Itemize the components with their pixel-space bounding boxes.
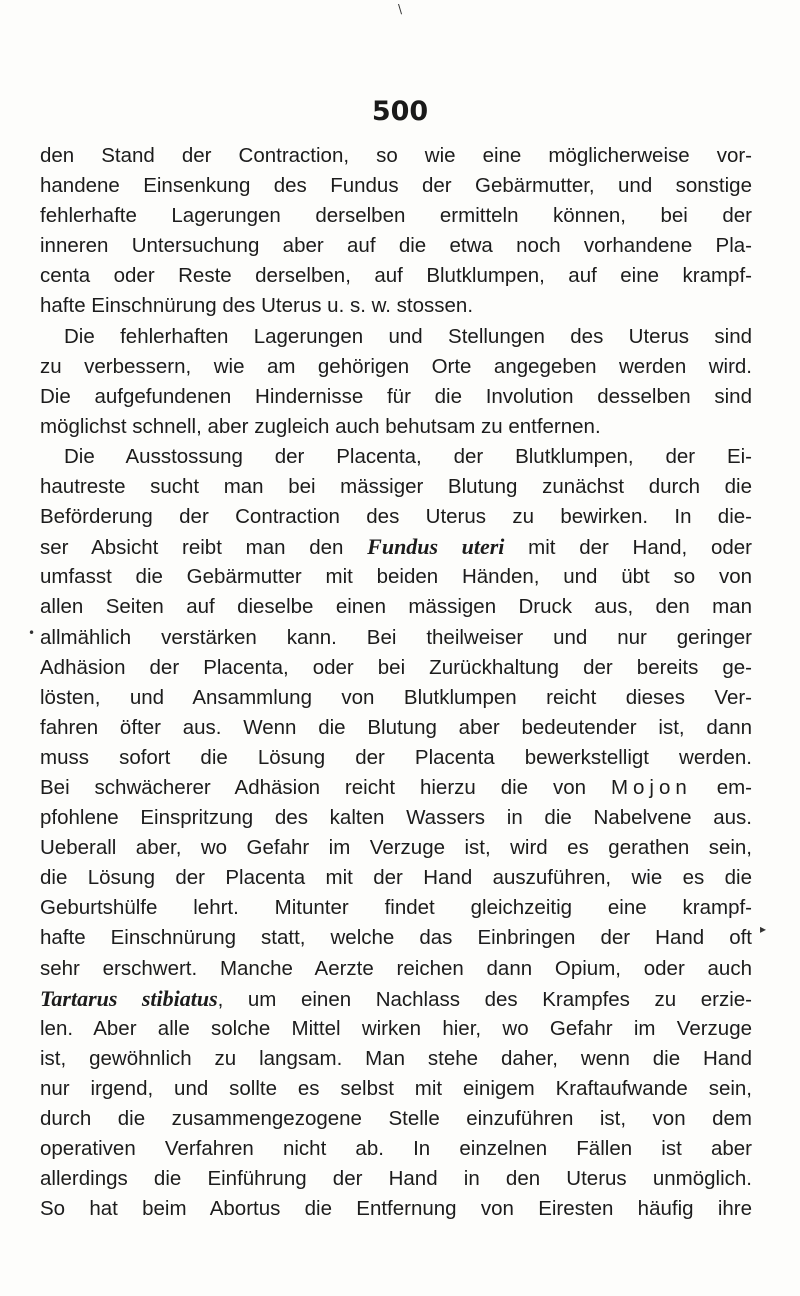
text-line: sehr erschwert. Manche Aerzte reichen dann Opium, oder auch [40, 956, 752, 980]
text-line [40, 773, 752, 803]
text-line [40, 532, 752, 562]
text-line: len. Aber alle solche Mittel wirken hier, wo Gefahr im Verzuge [40, 1016, 752, 1040]
text-line: So hat beim Abortus die Entfernung von Eiresten häufig ihre [40, 1197, 752, 1221]
text-line: Die aufgefundenen Hindernisse für die Involution desselben sind [40, 384, 752, 408]
text-fragment: ser Absicht reibt man den [40, 536, 368, 560]
text-line: centa oder Reste derselben, auf Blutklumpen, auf eine krampf- [40, 264, 752, 288]
text-line: hautreste sucht man bei mässiger Blutung zunächst durch die [40, 475, 752, 499]
scan-mark-left: • [28, 626, 36, 640]
text-line: hafte Einschnürung statt, welche das Einbringen der Hand oft [40, 926, 752, 950]
text-line: möglichst schnell, aber zugleich auch behutsam zu entfernen. [40, 414, 601, 438]
text-line: allerdings die Einführung der Hand in den Uterus unmöglich. [40, 1167, 752, 1191]
text-line: nur irgend, und sollte es selbst mit einigem Kraftaufwande sein, [40, 1076, 752, 1100]
text-line: Adhäsion der Placenta, oder bei Zurückhaltung der bereits ge- [40, 655, 752, 679]
text-fragment: mit der Hand, oder [504, 536, 752, 560]
text-fragment: Bei schwächerer Adhäsion reicht hierzu die von [40, 775, 611, 799]
paragraph-start: Die fehlerhaften Lagerungen und Stellungen des Uterus sind [64, 324, 752, 348]
text-line: handene Einsenkung des Fundus der Gebärmutter, und sonstige [40, 174, 752, 198]
text-line: umfasst die Gebärmutter mit beiden Händen, und übt so von [40, 565, 752, 589]
scan-mark-top: \ [398, 2, 403, 16]
text-line [40, 984, 752, 1014]
text-line: inneren Untersuchung aber auf die etwa noch vorhandene Pla- [40, 234, 752, 258]
text-line: allen Seiten auf dieselbe einen mässigen Druck aus, den man [40, 595, 752, 619]
text-line: operativen Verfahren nicht ab. In einzelnen Fällen ist aber [40, 1137, 752, 1161]
text-line: muss sofort die Lösung der Placenta bewerkstelligt werden. [40, 745, 752, 769]
emphasis-tartarus-stibiatus: Tartarus stibiatus [40, 985, 218, 1011]
text-line: die Lösung der Placenta mit der Hand auszuführen, wie es die [40, 866, 752, 890]
emphasis-fundus-uteri: Fundus uteri [367, 534, 505, 560]
text-line: fahren öfter aus. Wenn die Blutung aber bedeutender ist, dann [40, 715, 752, 739]
text-line: Ueberall aber, wo Gefahr im Verzuge ist, wird es gerathen sein, [40, 836, 752, 860]
text-fragment: em- [691, 775, 753, 799]
text-line: Beförderung der Contraction des Uterus zu bewirken. In die- [40, 505, 752, 529]
text-line: allmählich verstärken kann. Bei theilweiser und nur geringer [40, 625, 752, 649]
page-number: 500 [371, 96, 429, 127]
text-line: fehlerhafte Lagerungen derselben ermitteln können, bei der [40, 204, 752, 228]
paragraph-start: Die Ausstossung der Placenta, der Blutklumpen, der Ei- [64, 444, 752, 468]
text-line: den Stand der Contraction, so wie eine möglicherweise vor- [40, 144, 752, 167]
text-line: Geburtshülfe lehrt. Mitunter findet gleichzeitig eine krampf- [40, 896, 752, 920]
text-fragment: , um einen Nachlass des Krampfes zu erzie- [217, 987, 752, 1011]
author-name-mojon: Mojon [610, 775, 692, 799]
body-text [40, 141, 752, 1224]
text-line: lösten, und Ansammlung von Blutklumpen reicht dieses Ver- [40, 685, 752, 709]
scan-mark-right: ▸ [760, 922, 767, 936]
text-line: zu verbessern, wie am gehörigen Orte angegeben werden wird. [40, 354, 752, 378]
text-line: pfohlene Einspritzung des kalten Wassers in die Nabelvene aus. [40, 806, 752, 830]
text-line: hafte Einschnürung des Uterus u. s. w. stossen. [40, 294, 474, 318]
text-line: ist, gewöhnlich zu langsam. Man stehe daher, wenn die Hand [40, 1046, 752, 1070]
text-line: durch die zusammengezogene Stelle einzuführen ist, von dem [40, 1107, 752, 1130]
